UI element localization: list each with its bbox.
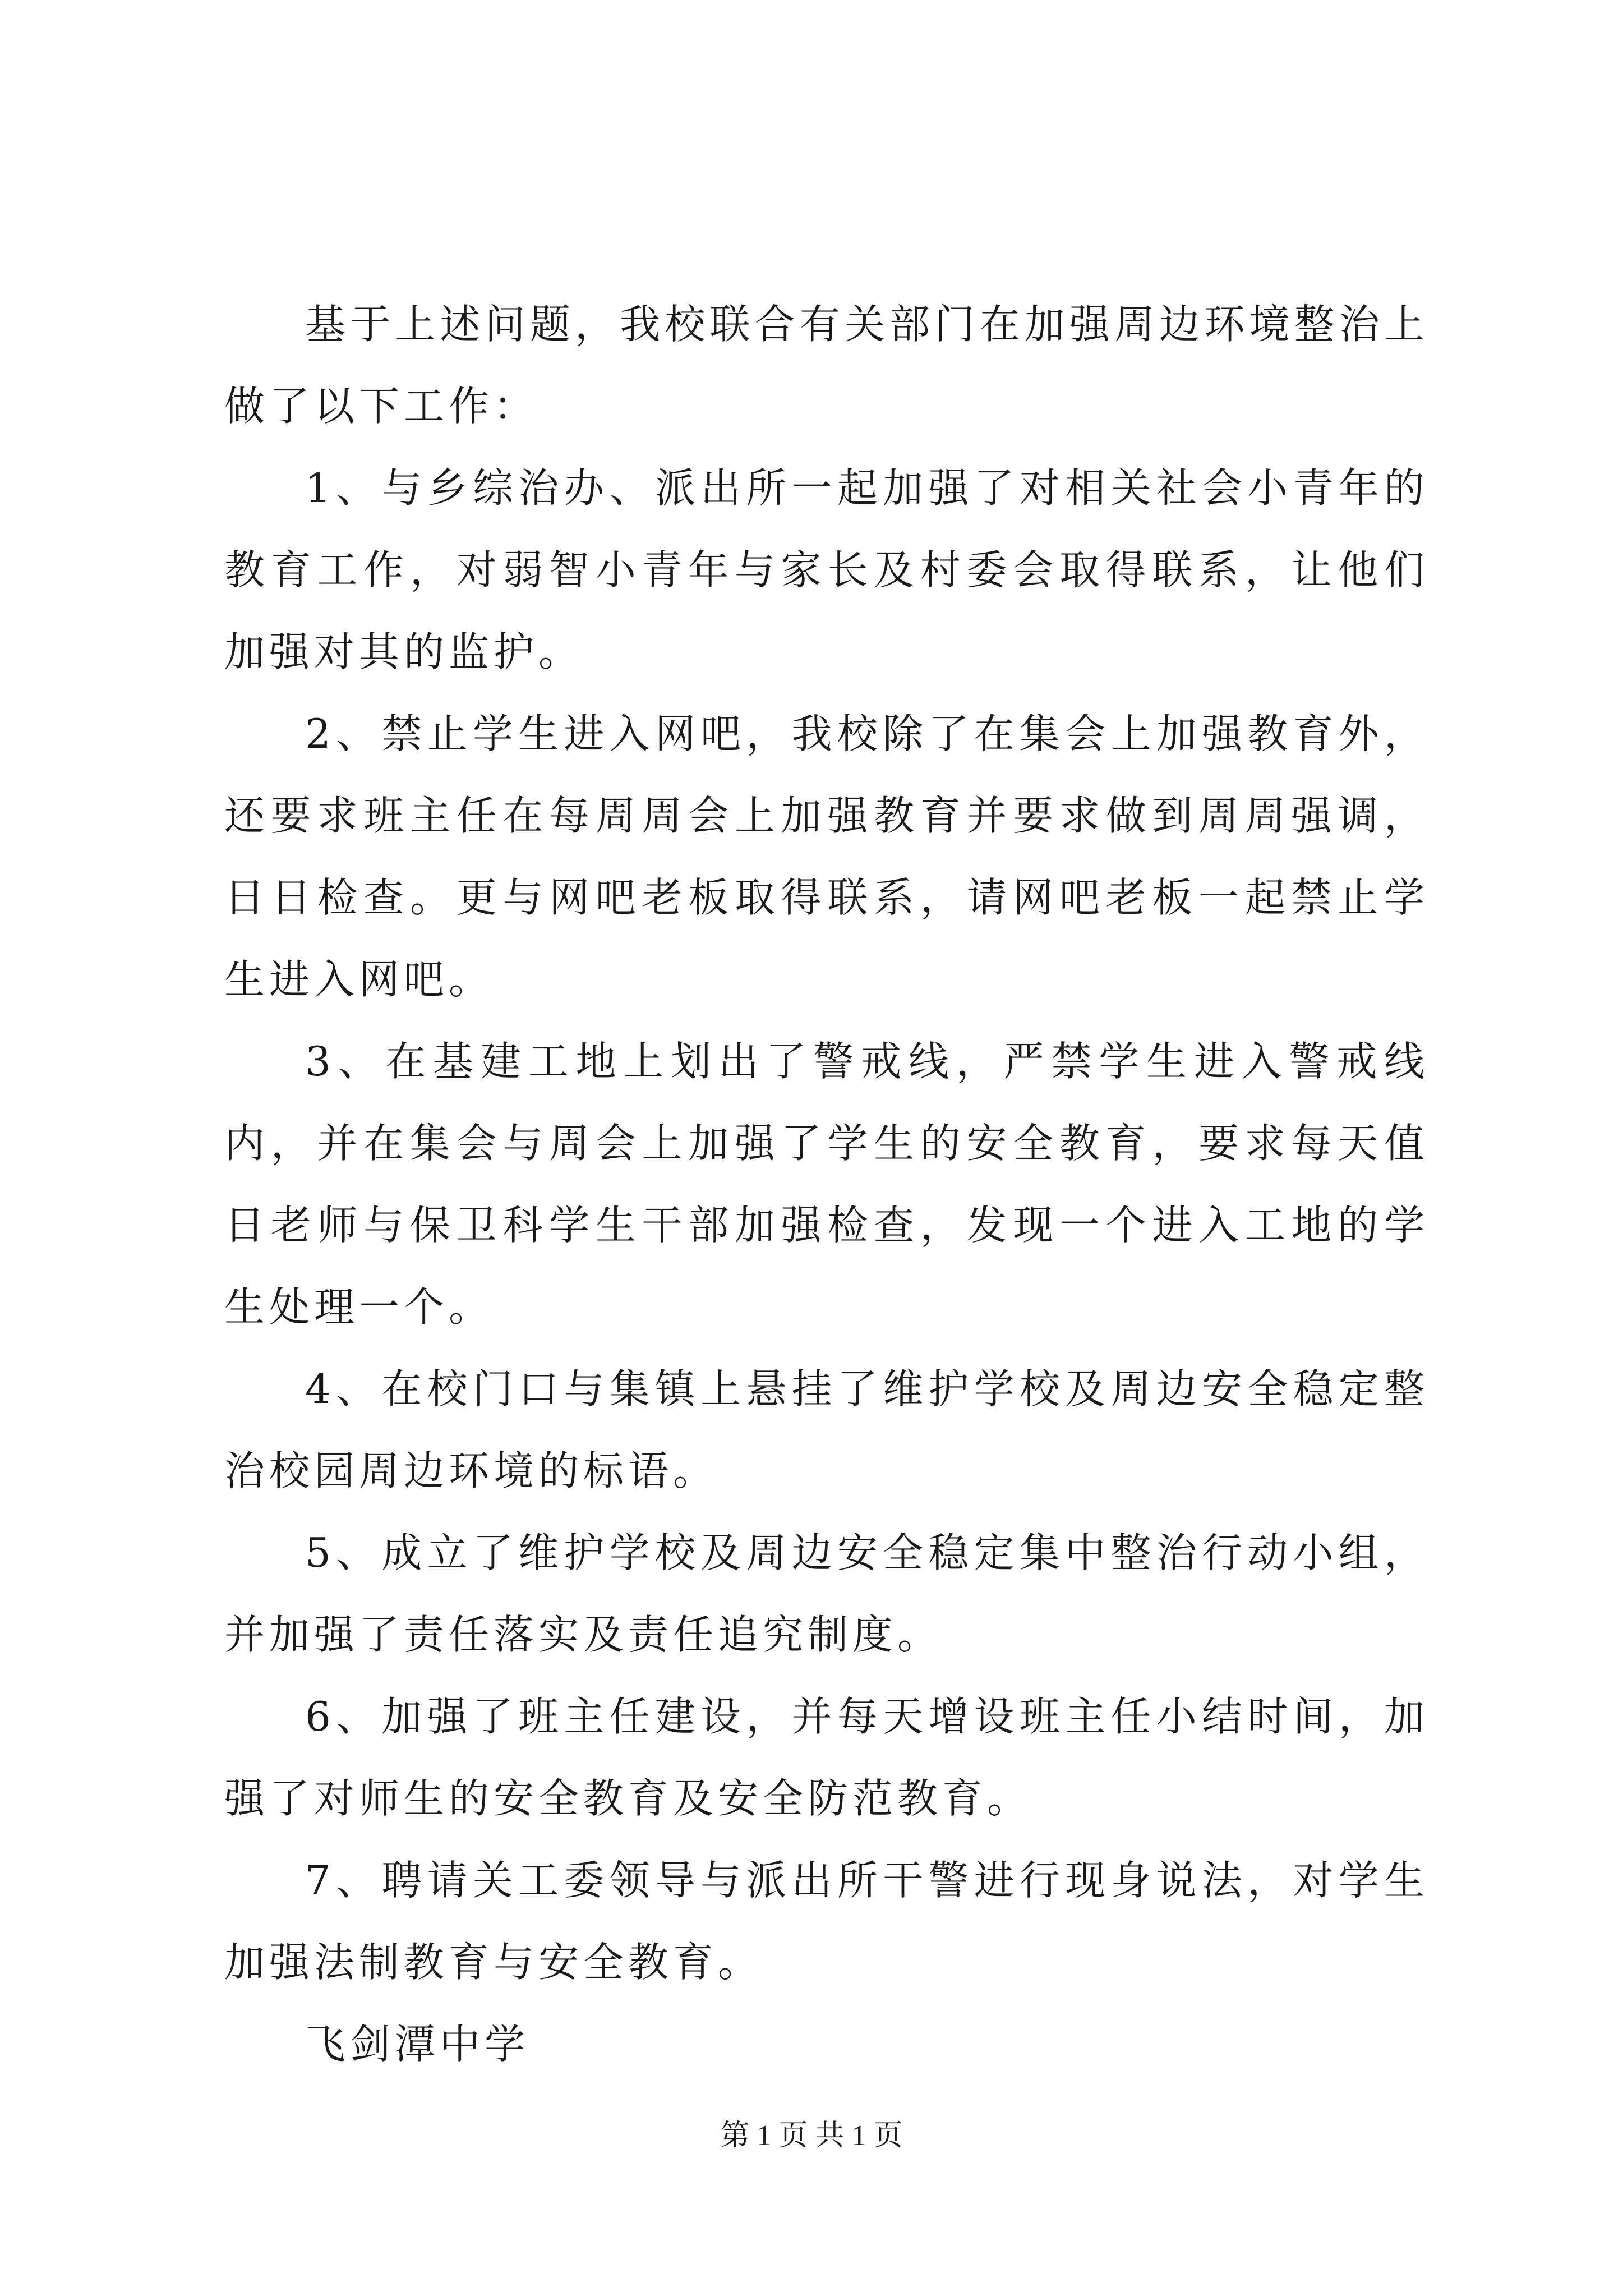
item-1-paragraph: 1、与乡综治办、派出所一起加强了对相关社会小青年的教育工作，对弱智小青年与家长及村委会取得联系，让他们加强对其的监护。 [224,464,1429,675]
item-4-paragraph: 4、在校门口与集镇上悬挂了维护学校及周边安全稳定整治校园周边环境的标语。 [224,1365,1429,1494]
item-6-paragraph: 6、加强了班主任建设，并每天增设班主任小结时间，加强了对师生的安全教育及安全防范教育。 [224,1693,1429,1822]
document-body [224,283,1429,2085]
item-7-paragraph: 7、聘请关工委领导与派出所干警进行现身说法，对学生加强法制教育与安全教育。 [224,1857,1429,1986]
item-5-paragraph: 5、成立了维护学校及周边安全稳定集中整治行动小组，并加强了责任落实及责任追究制度。 [224,1529,1429,1658]
item-2-paragraph: 2、禁止学生进入网吧，我校除了在集会上加强教育外，还要求班主任在每周周会上加强教育并要求做到周周强调，日日检查。更与网吧老板取得联系，请网吧老板一起禁止学生进入网吧。 [224,710,1429,1003]
signature-school-name: 飞剑潭中学 [305,2021,530,2068]
page-number-footer: 第 1 页 共 1 页 [720,2120,903,2152]
intro-paragraph: 基于上述问题，我校联合有关部门在加强周边环境整治上做了以下工作： [224,301,1429,430]
item-3-paragraph: 3、在基建工地上划出了警戒线，严禁学生进入警戒线内，并在集会与周会上加强了学生的安全教育，要求每天值日老师与保卫科学生干部加强检查，发现一个进入工地的学生处理一个。 [224,1038,1429,1331]
